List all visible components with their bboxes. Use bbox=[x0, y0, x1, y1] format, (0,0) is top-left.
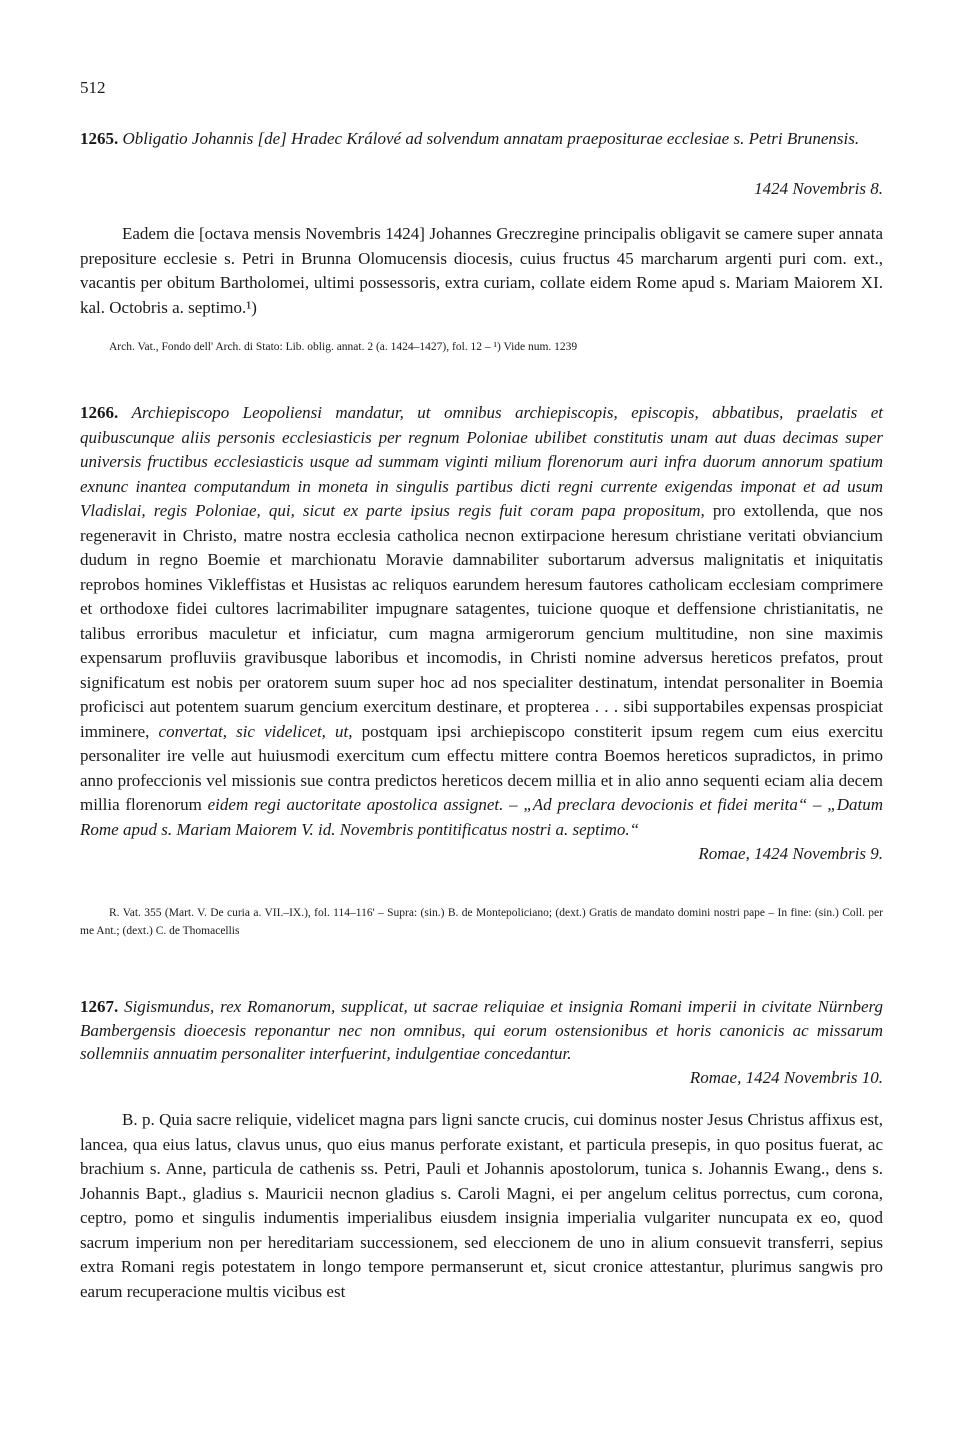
entry-date: Romae, 1424 Novembris 9. bbox=[698, 844, 883, 863]
entry-1267-heading bbox=[80, 995, 883, 1066]
entry-date: Romae, 1424 Novembris 10. bbox=[689, 1068, 883, 1087]
entry-body-part1: pro extollenda, que nos regeneravit in Christo, matre nostra ecclesia catholica necnon extirpacione heresum christiane veritati obviancium dudum in regno Boemie et marchionatu Moravie damnabiliter subortarum adversus malignitatis et iniquitatis reprobos homines Vikleffistas et Husistas ac reliquos earundem heresum fautores catholicam ecclesiam comprimere et orthodoxe fidei cultores lacrimabiliter impugnare satagentes, tuicione quoque et deffensione christianitatis, ne talibus erroribus maculetur et inficiatur, cum magna armigerorum gencium multitudine, non sine maximis expensarum profluviis gravibusque laboribus et incomodis, in Christi nomine adversus hereticos prefatos, prout significatum est nobis per oratorem suum super hoc ad nos specialiter destinatum, intendat personaliter in Boemia proficisci aut potentem suarum gencium exercitum destinare, et propterea . . . sibi supportabiles expensas prospiciat imminere, bbox=[80, 501, 883, 741]
entry-number: 1265. bbox=[80, 129, 119, 148]
entry-body: B. p. Quia sacre reliquie, videlicet magna pars ligni sancte crucis, cui dominus noster Jesus Christus affixus est, lancea, qua eius latus, clavus unus, quo eius manus perforate existant, et particula presepis, in quo positus fuerat, ac brachium s. Anne, particula de cathenis ss. Petri, Pauli et Johannis apostolorum, tunica s. Johannis Ewang., dens s. Johannis Bapt., gladius s. Mauricii necnon gladius s. Caroli Magni, ei per angelum celitus porrectus, cum corona, ceptro, pomo et singulis indumentis imperialibus eiusdem insignia imperialia vulgariter nuncupata ex eo, quod sacrum imperium non per hereditariam successionem, sed eleccionem de uno in alium consuevit transferri, sepius extra Romani regis potestatem in longo tempore permanserunt et, sicut cronice attestantur, plurimus sangwis pro earum recuperacione multis vicibus est bbox=[80, 1110, 883, 1301]
entry-body-part2: postquam ipsi archiepiscopo constiterit ipsum regem cum eius exercitu personaliter ire velle aut huiusmodi exercitum cum effectu mittere contra Boemos hereticos supradictos, in primo anno profeccionis vel missionis sue contra predictos hereticos decem millia et in alio anno sequenti eciam alia decem millia florenorum bbox=[80, 721, 884, 814]
page-number: 512 bbox=[80, 78, 106, 97]
entry-1266-text bbox=[80, 401, 883, 842]
entry-date: 1424 Novembris 8. bbox=[754, 179, 883, 198]
entry-number: 1266. bbox=[80, 403, 119, 422]
entry-title: Sigismundus, rex Romanorum, supplicat, ut sacrae reliquiae et insignia Romani imperii in civitate Nürnberg Bambergensis dioecesis reponantur nec non omnibus, qui eorum ostensionibus et horis canonicis ac missarum sollemniis annuatim personaliter interfuerint, indulgentiae concedantur. bbox=[80, 997, 883, 1063]
entry-italic-part2: convertat, sic videlicet, ut, bbox=[158, 721, 353, 741]
entry-title: Archiepiscopo Leopoliensi mandatur, ut omnibus archiepiscopis, episcopis, abbatibus, praelatis et quibuscunque aliis personis ecclesiasticis per regnum Poloniae ubilibet constitutis unam aut duas decimas super universis fructibus ecclesiasticis usque ad summam viginti milium florenorum auri infra duorum annorum spatium exnunc inantea computandum in moneta in singulis partibus dicti regni currente exigendas imponat et ad usum Vladislai, regis Poloniae, qui, sicut ex parte ipsius regis fuit coram papa propositum, bbox=[80, 403, 883, 520]
entry-italic-part3: eidem regi auctoritate apostolica assignet. – „Ad preclara devocionis et fidei merita“ – „Datum Rome apud s. Mariam Maiorem V. id. Novembris pontitificatus nostri a. septimo.“ bbox=[80, 795, 884, 839]
entry-body: Eadem die [octava mensis Novembris 1424] Johannes Greczregine principalis obligavit se camere super annata prepositure ecclesie s. Petri in Brunna Olomucensis diocesis, cuius fructus 45 marcharum argenti puri com. ext., vacantis per obitum Bartholomei, ultimi possessoris, extra curiam, collate eidem Rome apud s. Mariam Maiorem XI. kal. Octobris a. septimo.¹) bbox=[80, 224, 883, 317]
source-note: Arch. Vat., Fondo dell' Arch. di Stato: Lib. oblig. annat. 2 (a. 1424–1427), fol. 12 – ¹) Vide num. 1239 bbox=[109, 341, 578, 353]
entry-title: Obligatio Johannis [de] Hradec Králové ad solvendum annatam praepositurae ecclesiae s. Petri Brunensis. bbox=[122, 129, 860, 148]
source-note: R. Vat. 355 (Mart. V. De curia a. VII.–IX.), fol. 114–116' – Supra: (sin.) B. de Montepoliciano; (dext.) Gratis de mandato domini nostri pape – In fine: (sin.) Coll. per me Ant.; (dext.) C. de Thomacellis bbox=[80, 907, 883, 937]
entry-1265-heading bbox=[80, 127, 883, 151]
entry-number: 1267. bbox=[80, 997, 119, 1016]
entry-1266 bbox=[80, 401, 883, 866]
